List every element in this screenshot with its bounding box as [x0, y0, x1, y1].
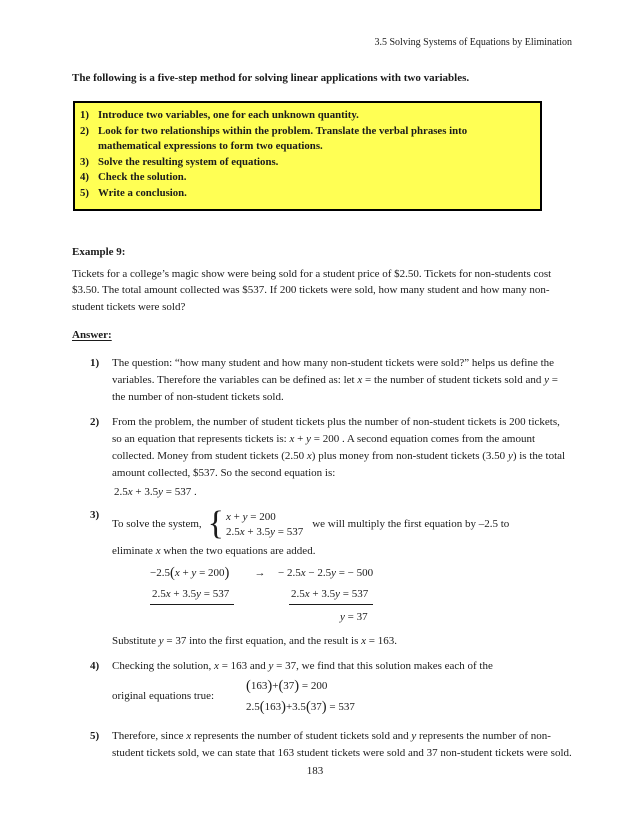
step-text: Therefore, since x represents the number of student tickets sold and y represents the number of non-student tickets sold, we can state that 163 student tickets were sold and 37 non-student tickets were sold.: [112, 729, 572, 759]
method-box: [73, 101, 542, 211]
answer-step-1: [90, 355, 572, 406]
arrow-right-icon: →: [254, 566, 266, 579]
answer-step-5: [90, 728, 572, 762]
method-step-number: 2): [80, 124, 89, 137]
running-header: 3.5 Solving Systems of Equations by Elimination: [374, 37, 572, 48]
method-step-number: 3): [80, 155, 89, 168]
step-text-pre: To solve the system,: [112, 518, 202, 531]
underlined-equation: 2.5x + 3.5y = 537: [289, 587, 373, 605]
method-step-number: 5): [80, 186, 89, 199]
work-row-3: [150, 605, 572, 626]
check-equation-1: (163)+(37) = 200: [246, 677, 328, 694]
second-equation-left: [150, 587, 242, 605]
check-equations: [246, 676, 355, 718]
problem-text: Tickets for a college’s magic show were being sold for a student price of $2.50. Tickets for non-students cost $3.50. The total amount collected was $537. If 200 tickets were sold, how many student and how many non-student tickets were sold?: [72, 267, 552, 314]
answer-step-4: [90, 658, 572, 718]
method-step: [80, 170, 530, 186]
method-step: [80, 155, 530, 171]
answer-steps: [90, 355, 572, 762]
check-label: original equations true:: [112, 690, 215, 703]
work-row-2: [150, 587, 572, 605]
check-row: [112, 676, 572, 718]
method-step-number: 4): [80, 171, 89, 184]
answer-step-2: [90, 414, 572, 501]
method-step: [80, 186, 530, 202]
page-number: 183: [306, 765, 324, 777]
method-step-text: Write a conclusion.: [98, 186, 187, 199]
step-text-continued: eliminate x when the two equations are added.: [112, 544, 316, 557]
step-number: 3): [90, 508, 100, 521]
equation-second: 2.5x + 3.5y = 537 .: [114, 485, 197, 498]
system-equation-2: 2.5x + 3.5y = 537: [226, 525, 304, 538]
step-text: From the problem, the number of student tickets plus the number of non-student tickets is 200 tickets, so an equation that represents tickets is: x + y = 200 . A second equation comes from the amount collected. Money from student tickets (2.50 x) plus money from non-student tickets (3.50 y) is the total amount collected, $537. So the second equation is:: [112, 415, 566, 479]
step-body: [112, 504, 572, 650]
step-number: 4): [90, 659, 100, 672]
method-step-number: 1): [80, 109, 89, 121]
check-equation-2: 2.5(163)+3.5(37) = 537: [246, 698, 355, 715]
system-brace: {: [207, 504, 224, 542]
work-row-1: [150, 566, 572, 581]
solution-y: y = 37: [340, 610, 368, 623]
multiplied-equation: −2.5(x + y = 200): [150, 564, 230, 581]
method-step: [80, 124, 530, 155]
system-equation-1: x + y = 200: [226, 510, 276, 523]
system-row: [112, 504, 572, 543]
step-body: [112, 414, 572, 501]
example-title: Example 9:: [72, 245, 126, 258]
substitute-text: Substitute y = 37 into the first equation, and the result is x = 163.: [112, 634, 397, 647]
elimination-work: [150, 566, 572, 626]
expanded-equation: − 2.5x − 2.5y = − 500: [278, 566, 374, 579]
step-text: The question: “how many student and how many non-student tickets were sold?” helps us define the variables. Therefore the variables can be defined as: let x = the number of student tickets sold and y = the number of non-student tickets sold.: [112, 356, 558, 403]
method-step: [80, 108, 530, 124]
equation-system: [226, 510, 303, 540]
answer-label: Answer:: [72, 328, 112, 341]
method-step-text: Look for two relationships within the problem. Translate the verbal phrases into mathematical expressions to form two equations.: [98, 124, 468, 153]
step-number: 1): [90, 356, 100, 369]
method-step-text: Solve the resulting system of equations.: [98, 155, 279, 168]
step-number: 2): [90, 415, 100, 428]
underlined-equation: 2.5x + 3.5y = 537: [150, 587, 234, 605]
answer-step-3: [90, 504, 572, 650]
method-step-text: Introduce two variables, one for each unknown quantity.: [98, 109, 359, 121]
intro-text: The following is a five-step method for solving linear applications with two variables.: [72, 72, 470, 84]
step-text: Checking the solution, x = 163 and y = 37, we find that this solution makes each of the: [112, 659, 493, 672]
step-text-post: we will multiply the first equation by –2.5 to: [312, 518, 510, 531]
step-number: 5): [90, 729, 100, 742]
step-body: [112, 658, 572, 718]
method-step-text: Check the solution.: [98, 171, 187, 184]
